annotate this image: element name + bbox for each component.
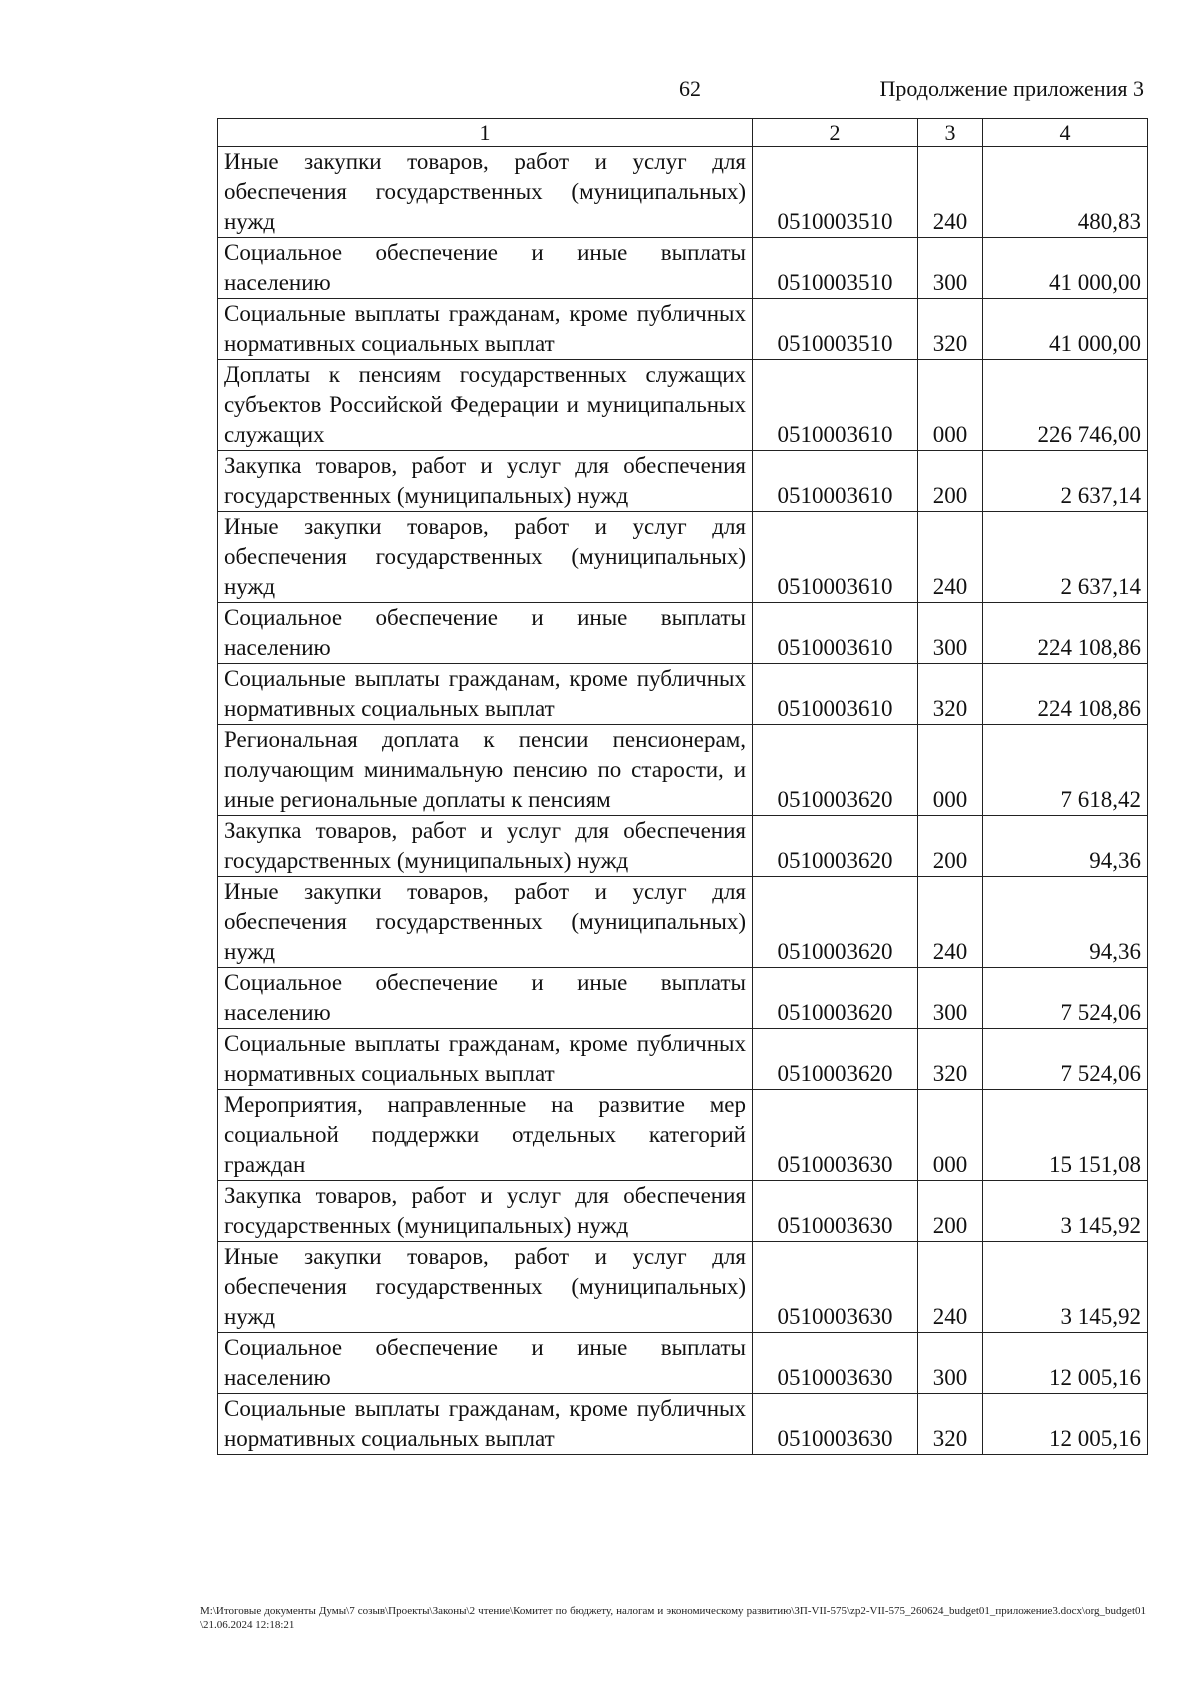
row-code-cell: 0510003610 <box>753 664 918 725</box>
column-header-4: 4 <box>983 119 1148 147</box>
table-body <box>218 147 1148 1455</box>
row-amount-cell: 2 637,14 <box>983 451 1148 512</box>
row-kind-cell: 300 <box>918 603 983 664</box>
row-kind-cell: 000 <box>918 725 983 816</box>
row-amount-cell: 41 000,00 <box>983 238 1148 299</box>
row-amount-cell: 12 005,16 <box>983 1333 1148 1394</box>
table-row <box>218 725 1148 816</box>
row-kind-cell: 320 <box>918 299 983 360</box>
row-amount-cell: 2 637,14 <box>983 512 1148 603</box>
row-amount-cell: 3 145,92 <box>983 1242 1148 1333</box>
row-kind-cell: 000 <box>918 360 983 451</box>
row-name-cell: Социальное обеспечение и иные выплаты населению <box>218 1333 753 1394</box>
row-name-cell: Закупка товаров, работ и услуг для обеспечения государственных (муниципальных) нужд <box>218 451 753 512</box>
row-amount-cell: 12 005,16 <box>983 1394 1148 1455</box>
row-code-cell: 0510003620 <box>753 725 918 816</box>
row-kind-cell: 320 <box>918 1394 983 1455</box>
table-row <box>218 877 1148 968</box>
row-amount-cell: 41 000,00 <box>983 299 1148 360</box>
row-amount-cell: 7 524,06 <box>983 968 1148 1029</box>
row-name-cell: Социальное обеспечение и иные выплаты населению <box>218 603 753 664</box>
row-kind-cell: 320 <box>918 1029 983 1090</box>
row-name-cell: Мероприятия, направленные на развитие мер социальной поддержки отдельных категорий граждан <box>218 1090 753 1181</box>
table-row <box>218 603 1148 664</box>
row-name-cell: Социальные выплаты гражданам, кроме публичных нормативных социальных выплат <box>218 664 753 725</box>
row-amount-cell: 7 618,42 <box>983 725 1148 816</box>
row-code-cell: 0510003610 <box>753 360 918 451</box>
row-name-cell: Социальное обеспечение и иные выплаты населению <box>218 238 753 299</box>
row-name-cell: Социальное обеспечение и иные выплаты населению <box>218 968 753 1029</box>
row-kind-cell: 300 <box>918 238 983 299</box>
row-name-cell: Иные закупки товаров, работ и услуг для обеспечения государственных (муниципальных) нужд <box>218 512 753 603</box>
row-code-cell: 0510003630 <box>753 1242 918 1333</box>
row-kind-cell: 200 <box>918 816 983 877</box>
row-code-cell: 0510003620 <box>753 816 918 877</box>
column-header-3: 3 <box>918 119 983 147</box>
row-kind-cell: 300 <box>918 968 983 1029</box>
row-amount-cell: 3 145,92 <box>983 1181 1148 1242</box>
row-code-cell: 0510003610 <box>753 512 918 603</box>
row-amount-cell: 94,36 <box>983 877 1148 968</box>
row-code-cell: 0510003630 <box>753 1333 918 1394</box>
row-name-cell: Социальные выплаты гражданам, кроме публичных нормативных социальных выплат <box>218 1394 753 1455</box>
row-name-cell: Закупка товаров, работ и услуг для обеспечения государственных (муниципальных) нужд <box>218 1181 753 1242</box>
row-name-cell: Социальные выплаты гражданам, кроме публичных нормативных социальных выплат <box>218 1029 753 1090</box>
page-number: 62 <box>679 76 701 101</box>
table-row <box>218 451 1148 512</box>
footer-file-path: М:\Итоговые документы Думы\7 созыв\Проекты\Законы\2 чтение\Комитет по бюджету, налогам и экономическому развитию\ЗП-VII-575\zp2-VII-575_260624_budget01_приложение3.docx\org_budget01\21.06.2024 12:18:21 <box>200 1605 1146 1631</box>
row-name-cell: Иные закупки товаров, работ и услуг для обеспечения государственных (муниципальных) нужд <box>218 1242 753 1333</box>
table-row <box>218 1090 1148 1181</box>
table-row <box>218 512 1148 603</box>
row-name-cell: Социальные выплаты гражданам, кроме публичных нормативных социальных выплат <box>218 299 753 360</box>
table-row <box>218 1029 1148 1090</box>
row-code-cell: 0510003630 <box>753 1090 918 1181</box>
row-name-cell: Региональная доплата к пенсии пенсионерам, получающим минимальную пенсию по старости, и иные региональные доплаты к пенсиям <box>218 725 753 816</box>
row-code-cell: 0510003610 <box>753 451 918 512</box>
table-row <box>218 1394 1148 1455</box>
table-row <box>218 360 1148 451</box>
column-header-1: 1 <box>218 119 753 147</box>
row-kind-cell: 200 <box>918 451 983 512</box>
table-row <box>218 1333 1148 1394</box>
header-row <box>218 119 1148 147</box>
table-row <box>218 1181 1148 1242</box>
table-row <box>218 968 1148 1029</box>
row-code-cell: 0510003510 <box>753 147 918 238</box>
row-amount-cell: 226 746,00 <box>983 360 1148 451</box>
table-row <box>218 238 1148 299</box>
row-amount-cell: 224 108,86 <box>983 603 1148 664</box>
table-row <box>218 816 1148 877</box>
row-name-cell: Доплаты к пенсиям государственных служащих субъектов Российской Федерации и муниципальных служащих <box>218 360 753 451</box>
row-amount-cell: 94,36 <box>983 816 1148 877</box>
row-name-cell: Иные закупки товаров, работ и услуг для обеспечения государственных (муниципальных) нужд <box>218 877 753 968</box>
row-kind-cell: 240 <box>918 147 983 238</box>
row-name-cell: Закупка товаров, работ и услуг для обеспечения государственных (муниципальных) нужд <box>218 816 753 877</box>
column-header-2: 2 <box>753 119 918 147</box>
row-code-cell: 0510003620 <box>753 968 918 1029</box>
row-kind-cell: 240 <box>918 512 983 603</box>
table-row <box>218 664 1148 725</box>
row-code-cell: 0510003610 <box>753 603 918 664</box>
row-code-cell: 0510003630 <box>753 1394 918 1455</box>
row-kind-cell: 200 <box>918 1181 983 1242</box>
row-amount-cell: 15 151,08 <box>983 1090 1148 1181</box>
row-kind-cell: 240 <box>918 1242 983 1333</box>
table-row <box>218 147 1148 238</box>
row-code-cell: 0510003630 <box>753 1181 918 1242</box>
row-kind-cell: 320 <box>918 664 983 725</box>
table-header <box>218 119 1148 147</box>
row-code-cell: 0510003510 <box>753 238 918 299</box>
row-code-cell: 0510003620 <box>753 1029 918 1090</box>
row-kind-cell: 000 <box>918 1090 983 1181</box>
row-code-cell: 0510003620 <box>753 877 918 968</box>
table-row <box>218 299 1148 360</box>
row-name-cell: Иные закупки товаров, работ и услуг для обеспечения государственных (муниципальных) нужд <box>218 147 753 238</box>
row-kind-cell: 300 <box>918 1333 983 1394</box>
budget-table <box>217 118 1148 1455</box>
table-row <box>218 1242 1148 1333</box>
row-code-cell: 0510003510 <box>753 299 918 360</box>
row-amount-cell: 224 108,86 <box>983 664 1148 725</box>
continuation-label: Продолжение приложения 3 <box>879 76 1144 101</box>
row-kind-cell: 240 <box>918 877 983 968</box>
row-amount-cell: 7 524,06 <box>983 1029 1148 1090</box>
row-amount-cell: 480,83 <box>983 147 1148 238</box>
